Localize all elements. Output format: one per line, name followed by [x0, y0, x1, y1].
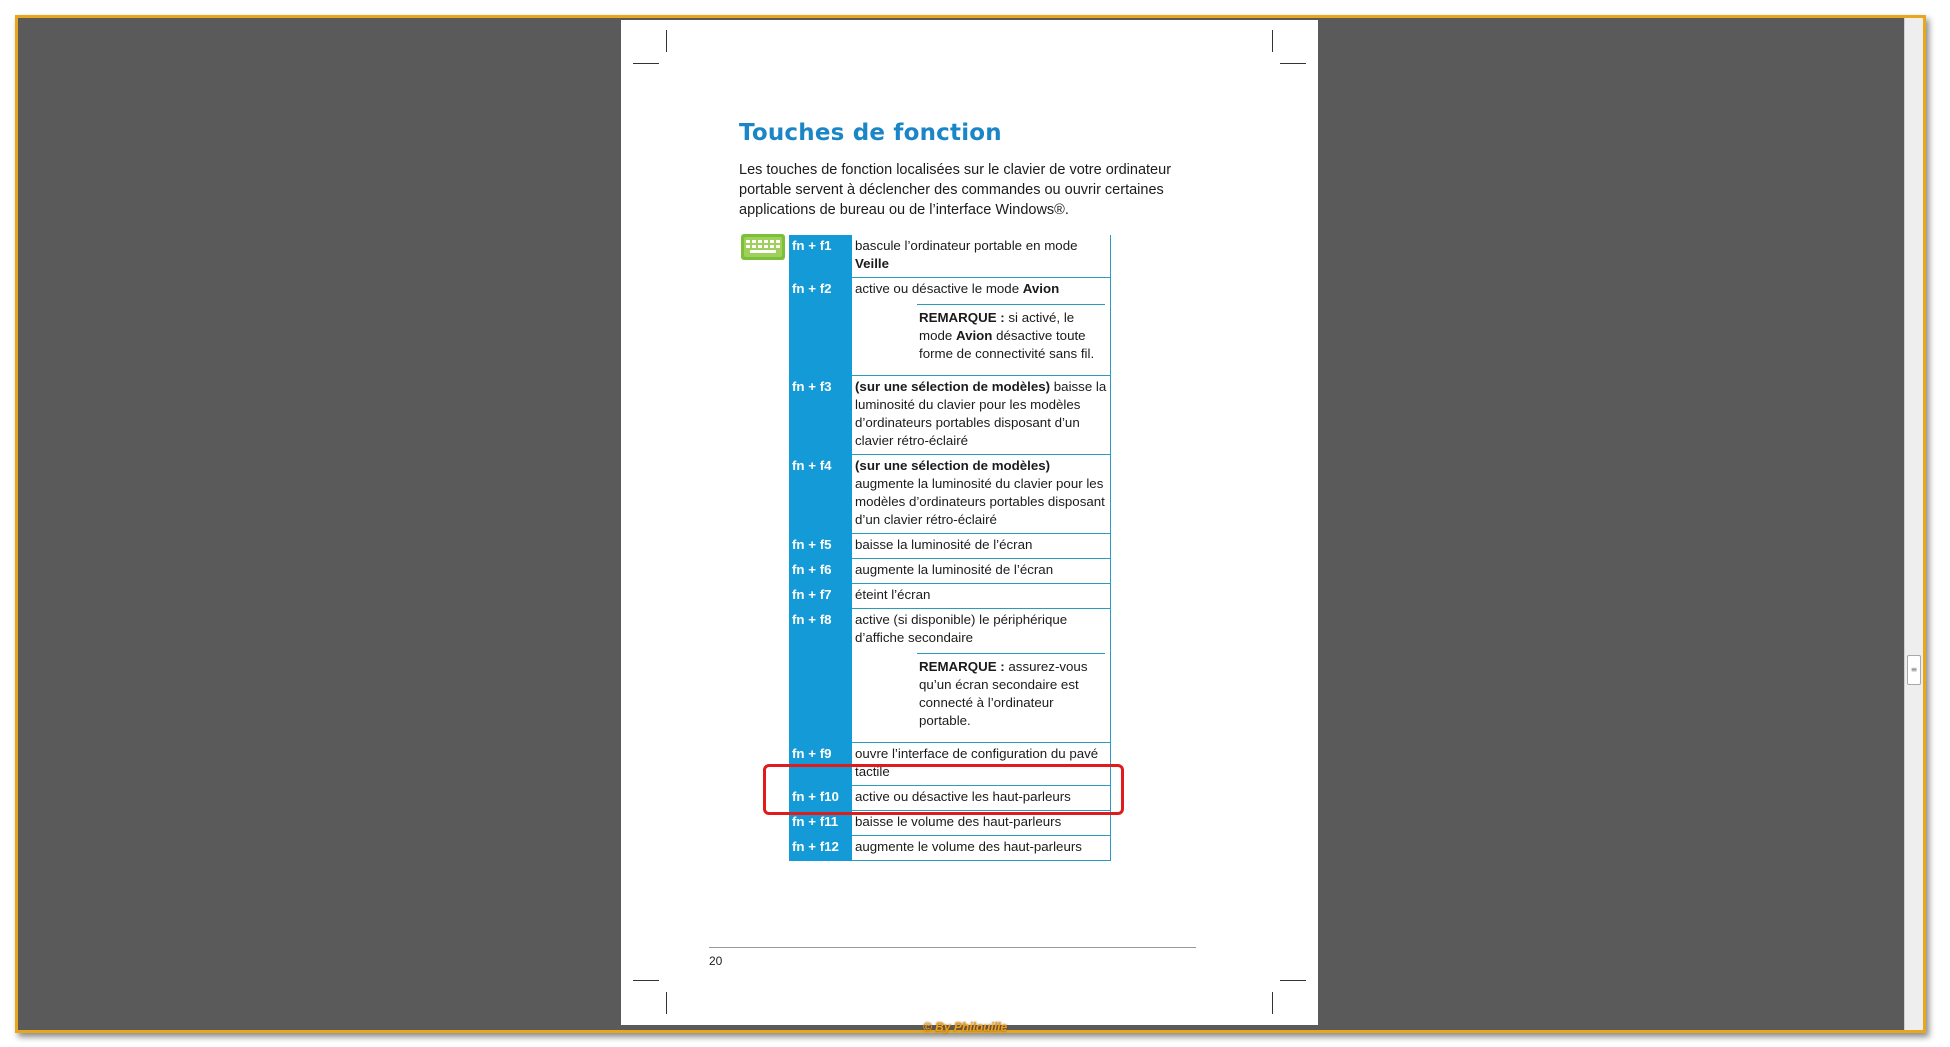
crop-mark — [666, 992, 667, 1014]
footer-divider — [709, 947, 1196, 948]
crop-mark — [1272, 992, 1273, 1014]
table-row — [789, 376, 1111, 455]
key-description: augmente la luminosité de l’écran — [852, 559, 1111, 584]
crop-mark — [633, 980, 659, 981]
highlight-annotation — [763, 764, 1124, 815]
key-description: active ou désactive le mode Avion REMARQUE : si activé, le mode Avion désactive toute forme de connectivité sans fil. — [852, 278, 1111, 376]
document-page — [621, 20, 1318, 1025]
key-combo: fn + f3 — [789, 376, 852, 455]
key-combo: fn + f10 — [789, 786, 852, 811]
key-combo: fn + f4 — [789, 455, 852, 534]
note-box: REMARQUE : si activé, le mode Avion désactive toute forme de connectivité sans fil. — [917, 304, 1105, 369]
key-description: baisse la luminosité de l’écran — [852, 534, 1111, 559]
table-row — [789, 609, 1111, 743]
key-combo: fn + f5 — [789, 534, 852, 559]
crop-mark — [1280, 63, 1306, 64]
key-description: augmente le volume des haut-parleurs — [852, 836, 1111, 861]
table-row — [789, 278, 1111, 376]
table-row — [789, 584, 1111, 609]
table-row — [789, 559, 1111, 584]
key-description: éteint l’écran — [852, 584, 1111, 609]
key-combo: fn + f9 — [789, 743, 852, 786]
key-combo: fn + f7 — [789, 584, 852, 609]
page-title: Touches de fonction — [739, 120, 1002, 146]
crop-mark — [1280, 980, 1306, 981]
key-combo: fn + f12 — [789, 836, 852, 861]
table-row — [789, 836, 1111, 861]
key-combo: fn + f8 — [789, 609, 852, 743]
table-row — [789, 235, 1111, 278]
crop-mark — [666, 30, 667, 52]
key-description: bascule l’ordinateur portable en mode Veille — [852, 235, 1111, 278]
key-description: active (si disponible) le périphérique d’affiche secondaire REMARQUE : assurez-vous qu’un écran secondaire est connecté à l’ordinateur portable. — [852, 609, 1111, 743]
key-description: active ou désactive les haut-parleurs — [852, 786, 1111, 811]
key-description: ouvre l’interface de configuration du pavé tactile — [852, 743, 1111, 786]
note-box: REMARQUE : assurez-vous qu’un écran secondaire est connecté à l’ordinateur portable. — [917, 653, 1105, 736]
table-row — [789, 534, 1111, 559]
keyboard-icon — [741, 234, 785, 260]
scrollbar-thumb[interactable]: ≡ — [1907, 655, 1921, 685]
vertical-scrollbar[interactable] — [1904, 18, 1923, 1030]
crop-mark — [633, 63, 659, 64]
table-row — [789, 455, 1111, 534]
crop-mark — [1272, 30, 1273, 52]
key-combo: fn + f11 — [789, 811, 852, 836]
watermark: © By Philouille — [923, 1020, 1008, 1034]
key-combo: fn + f2 — [789, 278, 852, 376]
key-combo: fn + f6 — [789, 559, 852, 584]
viewer-frame — [15, 15, 1926, 1033]
intro-paragraph: Les touches de fonction localisées sur le clavier de votre ordinateur portable servent à déclencher des commandes ou ouvrir certaines applications de bureau ou de l’interface Windows®. — [739, 162, 1172, 218]
page-number: 20 — [709, 954, 723, 968]
key-description: (sur une sélection de modèles) augmente la luminosité du clavier pour les modèles d’ordinateurs portables disposant d’un clavier rétro-éclairé — [852, 455, 1111, 534]
key-combo: fn + f1 — [789, 235, 852, 278]
key-description: baisse le volume des haut-parleurs — [852, 811, 1111, 836]
key-description: (sur une sélection de modèles) baisse la luminosité du clavier pour les modèles d’ordinateurs portables disposant d’un clavier rétro-éclairé — [852, 376, 1111, 455]
